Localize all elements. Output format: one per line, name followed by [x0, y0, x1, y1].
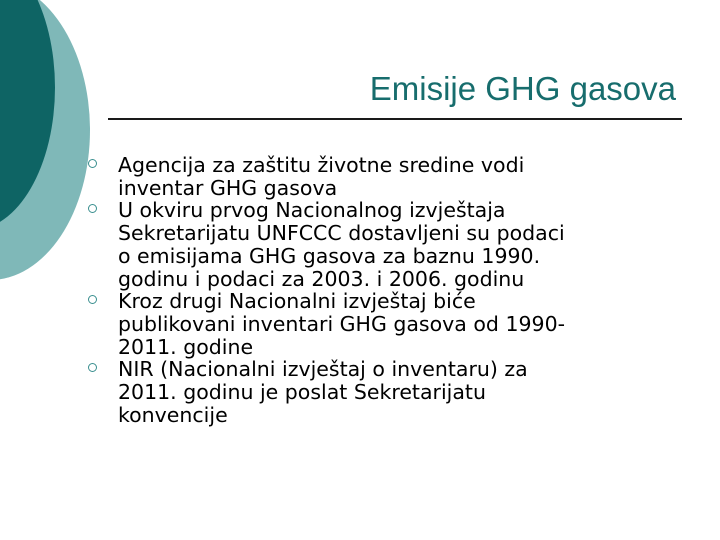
bullet-ring-icon [88, 295, 97, 304]
bullet-ring-icon [88, 204, 97, 213]
bullet-item [88, 199, 688, 290]
bullet-ring-icon [88, 363, 97, 372]
slide-title: Emisije GHG gasova [369, 70, 676, 107]
bullet-item [88, 290, 688, 358]
bullet-item [88, 154, 688, 199]
bullet-line: U okviru prvog Nacionalnog izvještaja [118, 198, 506, 223]
bullet-list [88, 154, 688, 426]
bullet-line: konvencije [118, 402, 228, 427]
bullet-line: 2011. godinu je poslat Sekretarijatu [118, 380, 486, 405]
bullet-line: NIR (Nacionalni izvještaj o inventaru) za [118, 357, 528, 382]
bullet-line: inventar GHG gasova [118, 175, 338, 200]
bullet-ring-icon [88, 159, 97, 168]
bullet-line: Kroz drugi Nacionalni izvještaj biće [118, 289, 476, 314]
bullet-line: Sekretarijatu UNFCCC dostavljeni su podaci [118, 221, 565, 246]
bullet-line: 2011. godine [118, 334, 254, 359]
bullet-item [88, 358, 688, 426]
bullet-line: publikovani inventari GHG gasova od 1990- [118, 311, 566, 336]
title-underline [108, 118, 682, 120]
bullet-line: godinu i podaci za 2003. i 2006. godinu [118, 266, 525, 291]
bullet-line: o emisijama GHG gasova za baznu 1990. [118, 243, 541, 268]
bullet-line: Agencija za zaštitu životne sredine vodi [118, 153, 525, 177]
